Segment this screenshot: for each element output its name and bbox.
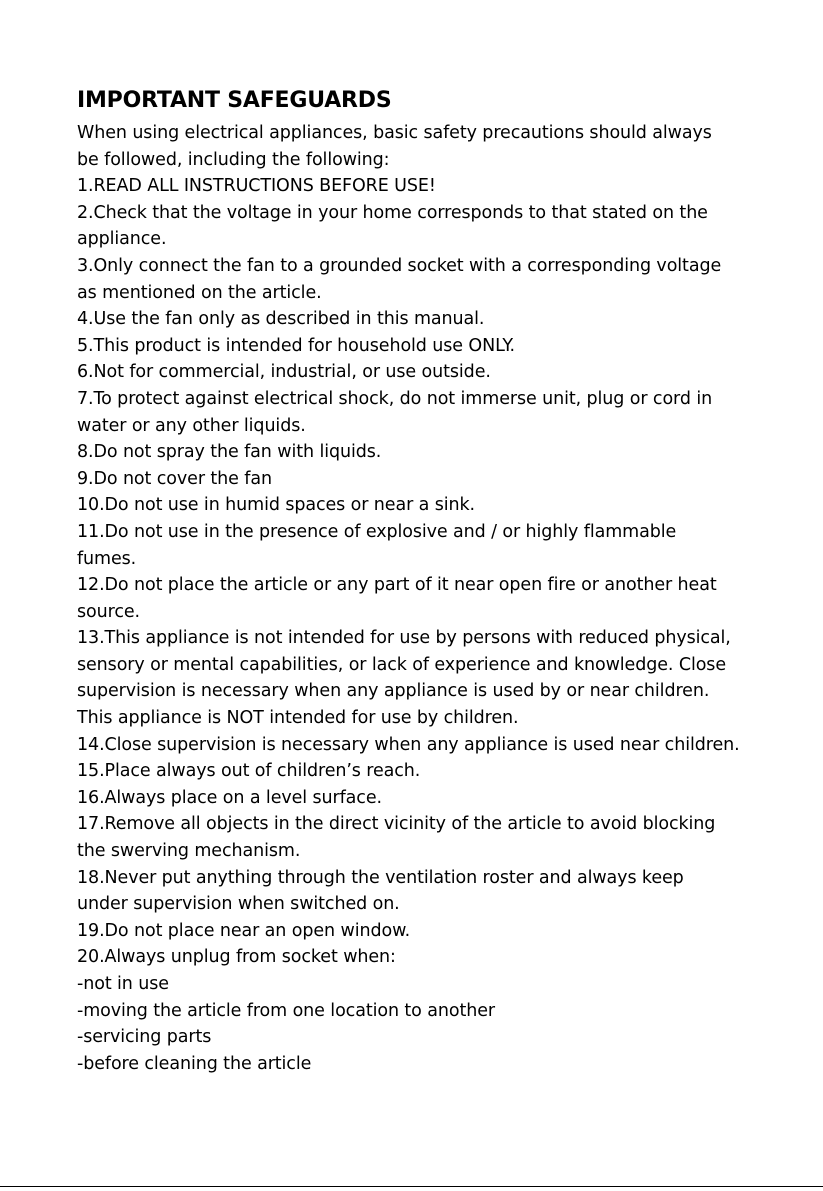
text-line: under supervision when switched on. [77,894,400,915]
text-line: This appliance is NOT intended for use by children. [77,708,519,729]
text-line: 1.READ ALL INSTRUCTIONS BEFORE USE! [77,176,436,197]
text-line: 14.Close supervision is necessary when any appliance is used near children. [77,734,740,755]
text-line: 7.To protect against electrical shock, do not immerse unit, plug or cord in [77,388,713,409]
text-line: be followed, including the following: [77,149,390,170]
text-line: 16.Always place on a level surface. [77,787,382,808]
text-line: appliance. [77,229,167,250]
text-line: 20.Always unplug from socket when: [77,947,396,968]
text-line: 17.Remove all objects in the direct vicinity of the article to avoid blocking [77,814,716,835]
page-title: IMPORTANT SAFEGUARDS [77,88,392,113]
text-line: 11.Do not use in the presence of explosive and / or highly flammable [77,521,677,542]
text-line: 6.Not for commercial, industrial, or use outside. [77,362,491,383]
text-line: -servicing parts [77,1027,212,1048]
text-line: 3.Only connect the fan to a grounded socket with a corresponding voltage [77,255,722,276]
text-line: supervision is necessary when any appliance is used by or near children. [77,681,710,702]
text-line: water or any other liquids. [77,415,306,436]
safeguards-list [77,120,740,1077]
text-line: 5.This product is intended for household use ONLY. [77,335,515,356]
text-line: -before cleaning the article [77,1053,312,1074]
text-line: 10.Do not use in humid spaces or near a sink. [77,495,475,516]
text-line: 13.This appliance is not intended for use by persons with reduced physical, [77,628,731,649]
text-line: -moving the article from one location to another [77,1000,495,1021]
text-line: 2.Check that the voltage in your home corresponds to that stated on the [77,202,708,223]
text-line: 12.Do not place the article or any part of it near open fire or another heat [77,575,717,596]
text-line: 15.Place always out of children’s reach. [77,761,421,782]
text-line: 4.Use the fan only as described in this manual. [77,309,485,330]
text-line: sensory or mental capabilities, or lack of experience and knowledge. Close [77,654,726,675]
text-line: When using electrical appliances, basic safety precautions should always [77,123,712,143]
text-line: fumes. [77,548,137,569]
text-line: 8.Do not spray the fan with liquids. [77,442,382,463]
page-bottom-border [0,1186,823,1187]
text-line: 19.Do not place near an open window. [77,920,411,941]
text-line: as mentioned on the article. [77,282,322,303]
text-line: -not in use [77,974,169,994]
text-line: 18.Never put anything through the ventilation roster and always keep [77,867,684,888]
text-line: source. [77,601,140,622]
text-line: 9.Do not cover the fan [77,468,272,489]
text-line: the swerving mechanism. [77,841,301,862]
